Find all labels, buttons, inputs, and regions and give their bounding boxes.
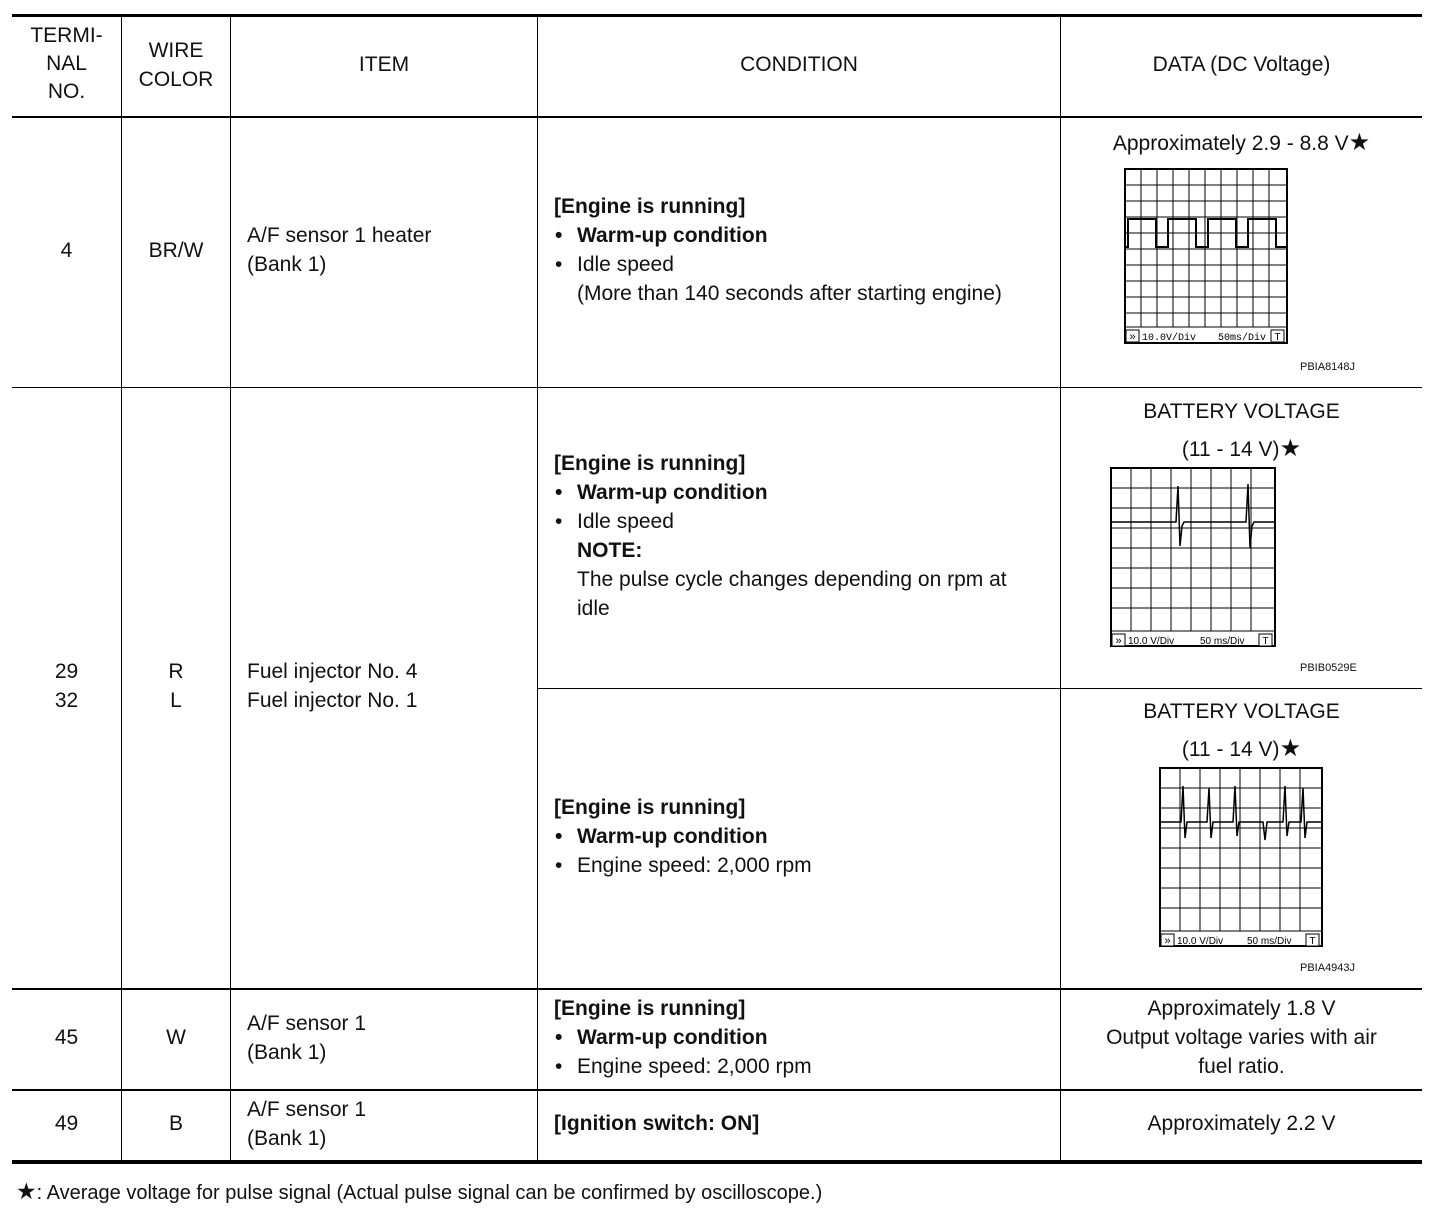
condition-title: [Engine is running] (554, 796, 746, 819)
note-text: The pulse cycle changes depending on rpm at (577, 568, 1007, 591)
terminal-line: 29 (54, 660, 79, 683)
condition-note: (More than 140 seconds after starting engine) (577, 282, 1002, 305)
scope-arrow: » (1129, 331, 1136, 343)
row-divider (12, 387, 1422, 388)
oscilloscope-waveform-injector-2000rpm (1157, 766, 1325, 950)
item-line: A/F sensor 1 (247, 1098, 367, 1121)
header-text: NO. (47, 80, 86, 103)
condition-block (554, 192, 1002, 308)
note-text: idle (577, 597, 610, 620)
wire-line: L (170, 689, 182, 712)
header-text: COLOR (138, 68, 214, 91)
header-text: NAL (46, 52, 87, 75)
item-line: Fuel injector No. 4 (247, 660, 418, 683)
item-value (247, 657, 417, 715)
oscilloscope-waveform-injector-idle (1108, 466, 1278, 650)
row-divider (12, 988, 1422, 990)
data-value: (11 - 14 V) (1181, 738, 1280, 761)
terminal-line: 32 (54, 689, 79, 712)
data-value: (11 - 14 V) (1181, 438, 1280, 461)
scope-volts-per-div: 10.0 V/Div (1128, 636, 1175, 647)
terminal-value: 49 (54, 1112, 79, 1135)
oscilloscope-waveform-heater (1122, 167, 1290, 347)
star-icon: ★ (16, 1178, 37, 1204)
row-divider (537, 688, 1422, 689)
scope-trigger-marker: T (1262, 636, 1269, 647)
star-icon: ★ (1348, 129, 1371, 156)
header-data: DATA (DC Voltage) (1152, 53, 1331, 76)
condition-block (554, 449, 1007, 623)
scope-time-per-div: 50 ms/Div (1200, 636, 1245, 647)
scope-trigger-marker: T (1309, 936, 1316, 947)
scope-time-per-div: 50 ms/Div (1247, 936, 1292, 947)
item-line: Fuel injector No. 1 (247, 689, 418, 712)
condition-bullet: • Warm-up condition (554, 221, 1002, 250)
star-icon: ★ (1279, 435, 1302, 462)
terminal-value (12, 657, 121, 715)
wire-color-value: W (166, 1026, 186, 1049)
scope-trigger-marker: T (1274, 332, 1281, 343)
data-value: Approximately 2.2 V (1147, 1112, 1336, 1135)
figure-code: PBIA8148J (1300, 361, 1356, 373)
bottom-rule (12, 1160, 1422, 1164)
data-text (1061, 994, 1422, 1081)
condition-bullet: • Idle speed (554, 250, 1002, 279)
note-title: NOTE: (577, 539, 643, 562)
scope-volts-per-div: 10.0V/Div (1142, 333, 1197, 344)
condition-bullet: • Warm-up condition (554, 478, 1007, 507)
condition-title: [Engine is running] (554, 195, 746, 218)
scope-arrow: » (1115, 635, 1122, 647)
header-condition: CONDITION (740, 53, 858, 76)
data-text (1061, 693, 1422, 768)
item-line: (Bank 1) (247, 1127, 327, 1150)
item-line: A/F sensor 1 (247, 1012, 367, 1035)
item-value (247, 1009, 366, 1067)
data-value: Approximately 1.8 V (1147, 997, 1336, 1020)
figure-code: PBIA4943J (1300, 962, 1356, 974)
data-text (1061, 393, 1422, 468)
header-text: WIRE (148, 39, 204, 62)
data-value: fuel ratio. (1198, 1055, 1285, 1078)
condition-title: [Engine is running] (554, 997, 746, 1020)
scope-arrow: » (1164, 935, 1171, 947)
wire-color-value (122, 657, 230, 715)
item-line: (Bank 1) (247, 1041, 327, 1064)
header-terminal (12, 22, 121, 106)
data-value: Approximately 2.9 - 8.8 V (1112, 132, 1349, 155)
row-divider (12, 1089, 1422, 1091)
scope-time-per-div: 50ms/Div (1218, 333, 1267, 344)
condition-bullet: • Engine speed: 2,000 rpm (554, 1052, 812, 1081)
scope-volts-per-div: 10.0 V/Div (1177, 936, 1224, 947)
header-rule (12, 116, 1422, 118)
header-item: ITEM (358, 53, 410, 76)
condition-bullet: • Warm-up condition (554, 822, 812, 851)
item-value (247, 221, 431, 279)
wire-line: R (168, 660, 184, 683)
header-text: TERMI- (30, 24, 103, 47)
terminal-value: 45 (54, 1026, 79, 1049)
wire-color-value: BR/W (148, 239, 204, 262)
condition-bullet: • Engine speed: 2,000 rpm (554, 851, 812, 880)
figure-code: PBIB0529E (1300, 662, 1357, 674)
footnote (16, 1178, 822, 1206)
condition-title: [Ignition switch: ON] (554, 1112, 760, 1135)
data-value: BATTERY VOLTAGE (1143, 700, 1340, 723)
condition-block (554, 793, 812, 880)
item-line: A/F sensor 1 heater (247, 224, 432, 247)
data-value: Output voltage varies with air (1106, 1026, 1377, 1049)
star-icon: ★ (1279, 735, 1302, 762)
top-rule (12, 14, 1422, 17)
condition-block (554, 994, 812, 1081)
terminal-value: 4 (60, 239, 73, 262)
condition-bullet: • Warm-up condition (554, 1023, 812, 1052)
item-value (247, 1095, 366, 1153)
condition-title: [Engine is running] (554, 452, 746, 475)
condition-bullet: • Idle speed (554, 507, 1007, 536)
data-value: BATTERY VOLTAGE (1143, 400, 1340, 423)
wire-color-value: B (168, 1112, 183, 1135)
header-wire-color (122, 36, 230, 94)
footnote-text: : Average voltage for pulse signal (Actual pulse signal can be confirmed by oscilloscope.) (36, 1182, 823, 1204)
data-text (1061, 128, 1422, 158)
item-line: (Bank 1) (247, 253, 327, 276)
